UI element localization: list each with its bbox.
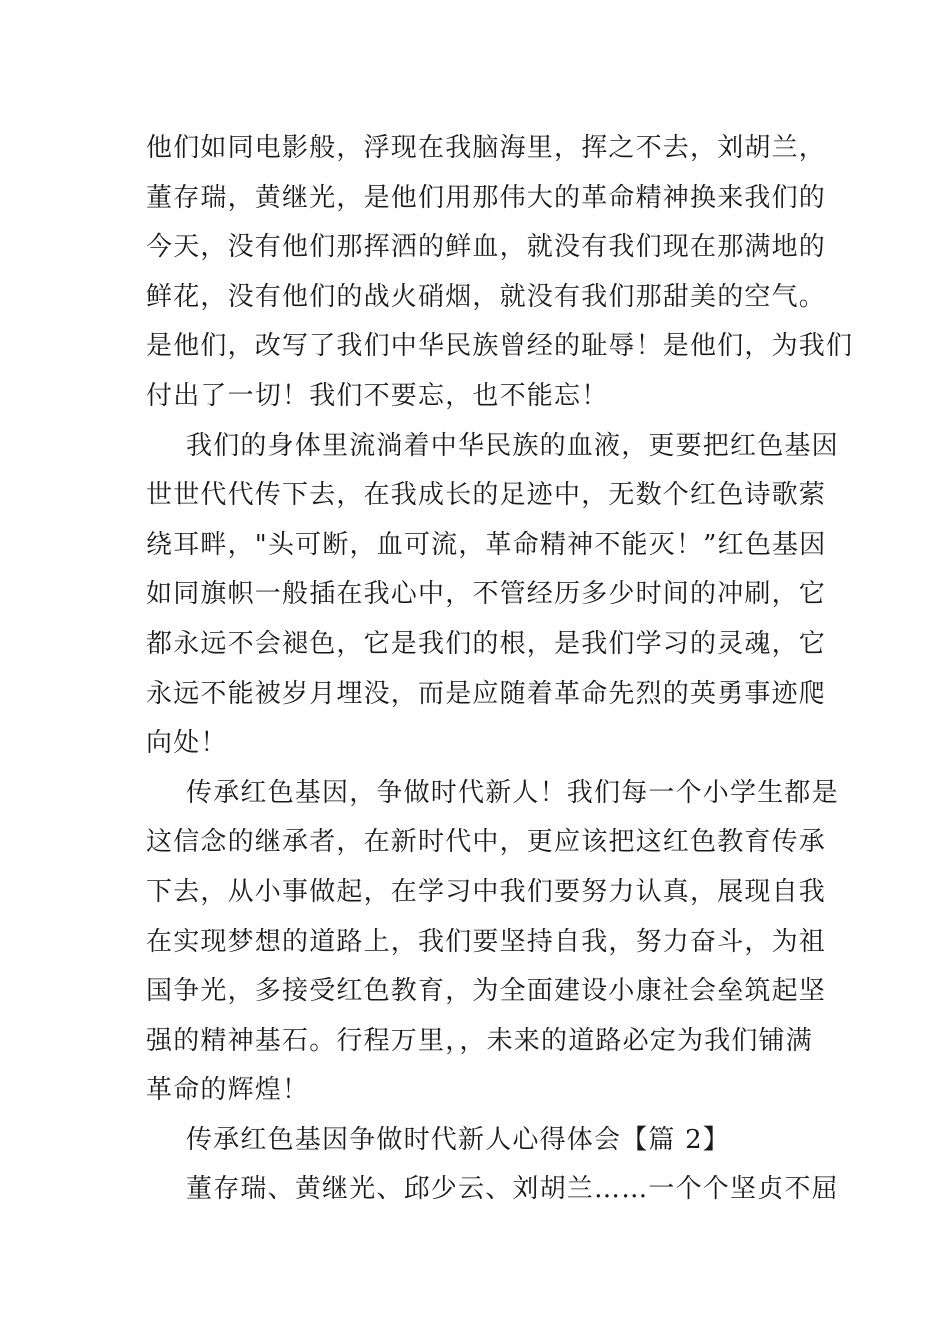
section-title: 传承红色基因争做时代新人心得体会【篇 2】 <box>186 1124 731 1155</box>
paragraph-1 <box>146 124 854 422</box>
text-line: 这信念的继承者，在新时代中，更应该把这红色教育传承 <box>146 827 827 858</box>
text-line: 国争光，多接受红色教育，为全面建设小康社会垒筑起坚 <box>146 976 827 1007</box>
text-line: 如同旗帜一般插在我心中，不管经历多少时间的冲刷，它 <box>146 579 827 610</box>
text-line: 今天，没有他们那挥洒的鲜血，就没有我们现在那满地的 <box>146 232 827 263</box>
text-line: 世世代代传下去，在我成长的足迹中，无数个红色诗歌萦 <box>146 480 827 511</box>
section-heading <box>146 1116 806 1166</box>
paragraph-4 <box>146 1165 839 1215</box>
text-line: 鲜花，没有他们的战火硝烟，就没有我们那甜美的空气。 <box>146 281 827 312</box>
text-line: 董存瑞、黄继光、邱少云、刘胡兰……一个个坚贞不屈 <box>186 1174 839 1205</box>
text-line: 传承红色基因，争做时代新人！我们每一个小学生都是 <box>186 777 839 808</box>
text-line: 董存瑞，黄继光，是他们用那伟大的革命精神换来我们的 <box>146 182 827 213</box>
text-line: 永远不能被岁月埋没，而是应随着革命先烈的英勇事迹爬 <box>146 678 827 709</box>
text-line: 革命的辉煌！ <box>146 1075 310 1106</box>
text-line: 是他们，改写了我们中华民族曾经的耻辱！是他们，为我们 <box>146 331 854 362</box>
text-line: 绕耳畔，"头可断，血可流，革命精神不能灭！”红色基因 <box>146 529 827 560</box>
document-body <box>146 124 854 1215</box>
text-line: 在实现梦想的道路上，我们要坚持自我，努力奋斗，为祖 <box>146 926 827 957</box>
text-line: 都永远不会褪色，它是我们的根，是我们学习的灵魂，它 <box>146 628 827 659</box>
text-line: 向处！ <box>146 728 228 759</box>
paragraph-2 <box>146 422 839 769</box>
text-line: 他们如同电影般，浮现在我脑海里，挥之不去，刘胡兰， <box>146 133 827 163</box>
text-line: 我们的身体里流淌着中华民族的血液，更要把红色基因 <box>186 430 839 461</box>
text-line: 强的精神基石。行程万里，，未来的道路必定为我们铺满 <box>146 1025 814 1056</box>
text-line: 下去，从小事做起，在学习中我们要努力认真，展现自我 <box>146 876 827 907</box>
text-line: 付出了一切！我们不要忘，也不能忘！ <box>146 380 609 411</box>
paragraph-3 <box>146 769 839 1116</box>
